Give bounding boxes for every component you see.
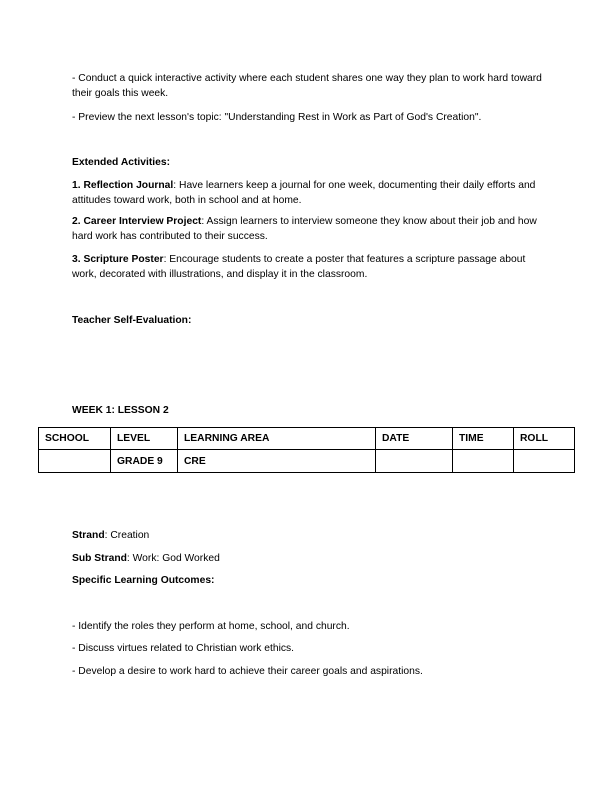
- extended-activities-heading: Extended Activities:: [72, 157, 171, 168]
- outcome-item-1: - Identify the roles they perform at home, school, and church.: [72, 621, 350, 632]
- outcome-item-3: - Develop a desire to work hard to achieve their career goals and aspirations.: [72, 666, 423, 677]
- extended-item-title: 2. Career Interview Project: [72, 216, 202, 227]
- cell-level: GRADE 9: [111, 450, 178, 473]
- table-header-row: [39, 428, 575, 450]
- header-level: LEVEL: [111, 428, 178, 450]
- intro-bullet-2: - Preview the next lesson's topic: "Understanding Rest in Work as Part of God's Creation".: [72, 112, 482, 123]
- cell-roll: [514, 450, 575, 473]
- sub-strand-label: Sub Strand: [72, 553, 127, 564]
- extended-item-text: : Encourage students to create a poster that features a scripture passage about work, decorated with illustrations, and display it in the classroom.: [72, 254, 526, 280]
- cell-school: [39, 450, 111, 473]
- cell-date: [376, 450, 453, 473]
- teacher-self-evaluation-heading: Teacher Self-Evaluation:: [72, 315, 192, 326]
- strand-label: Strand: [72, 530, 105, 541]
- intro-bullet-1: - Conduct a quick interactive activity where each student shares one way they plan to work hard toward their goals this week.: [72, 73, 542, 99]
- specific-learning-outcomes-heading: Specific Learning Outcomes:: [72, 575, 215, 586]
- extended-item-text: : Assign learners to interview someone they know about their job and how hard work has contributed to their success.: [72, 216, 537, 242]
- extended-item-3: [72, 252, 547, 282]
- extended-item-1: [72, 178, 547, 208]
- extended-item-2: [72, 214, 547, 244]
- lesson-heading: WEEK 1: LESSON 2: [72, 405, 169, 416]
- lesson-info-table: [38, 427, 575, 473]
- extended-item-text: : Have learners keep a journal for one week, documenting their daily efforts and attitudes toward work, both in school and at home.: [72, 180, 536, 206]
- strand-value: : Creation: [104, 530, 150, 541]
- sub-strand-line: [72, 551, 547, 566]
- outcome-item-2: - Discuss virtues related to Christian work ethics.: [72, 643, 295, 654]
- cell-learning-area: CRE: [178, 450, 376, 473]
- extended-item-title: 1. Reflection Journal: [72, 180, 174, 191]
- cell-time: [453, 450, 514, 473]
- header-roll: ROLL: [514, 428, 575, 450]
- table-row: [39, 450, 575, 473]
- header-learning-area: LEARNING AREA: [178, 428, 376, 450]
- extended-item-title: 3. Scripture Poster: [72, 254, 164, 265]
- header-date: DATE: [376, 428, 453, 450]
- sub-strand-value: : Work: God Worked: [126, 553, 220, 564]
- header-school: SCHOOL: [39, 428, 111, 450]
- strand-line: [72, 528, 547, 543]
- header-time: TIME: [453, 428, 514, 450]
